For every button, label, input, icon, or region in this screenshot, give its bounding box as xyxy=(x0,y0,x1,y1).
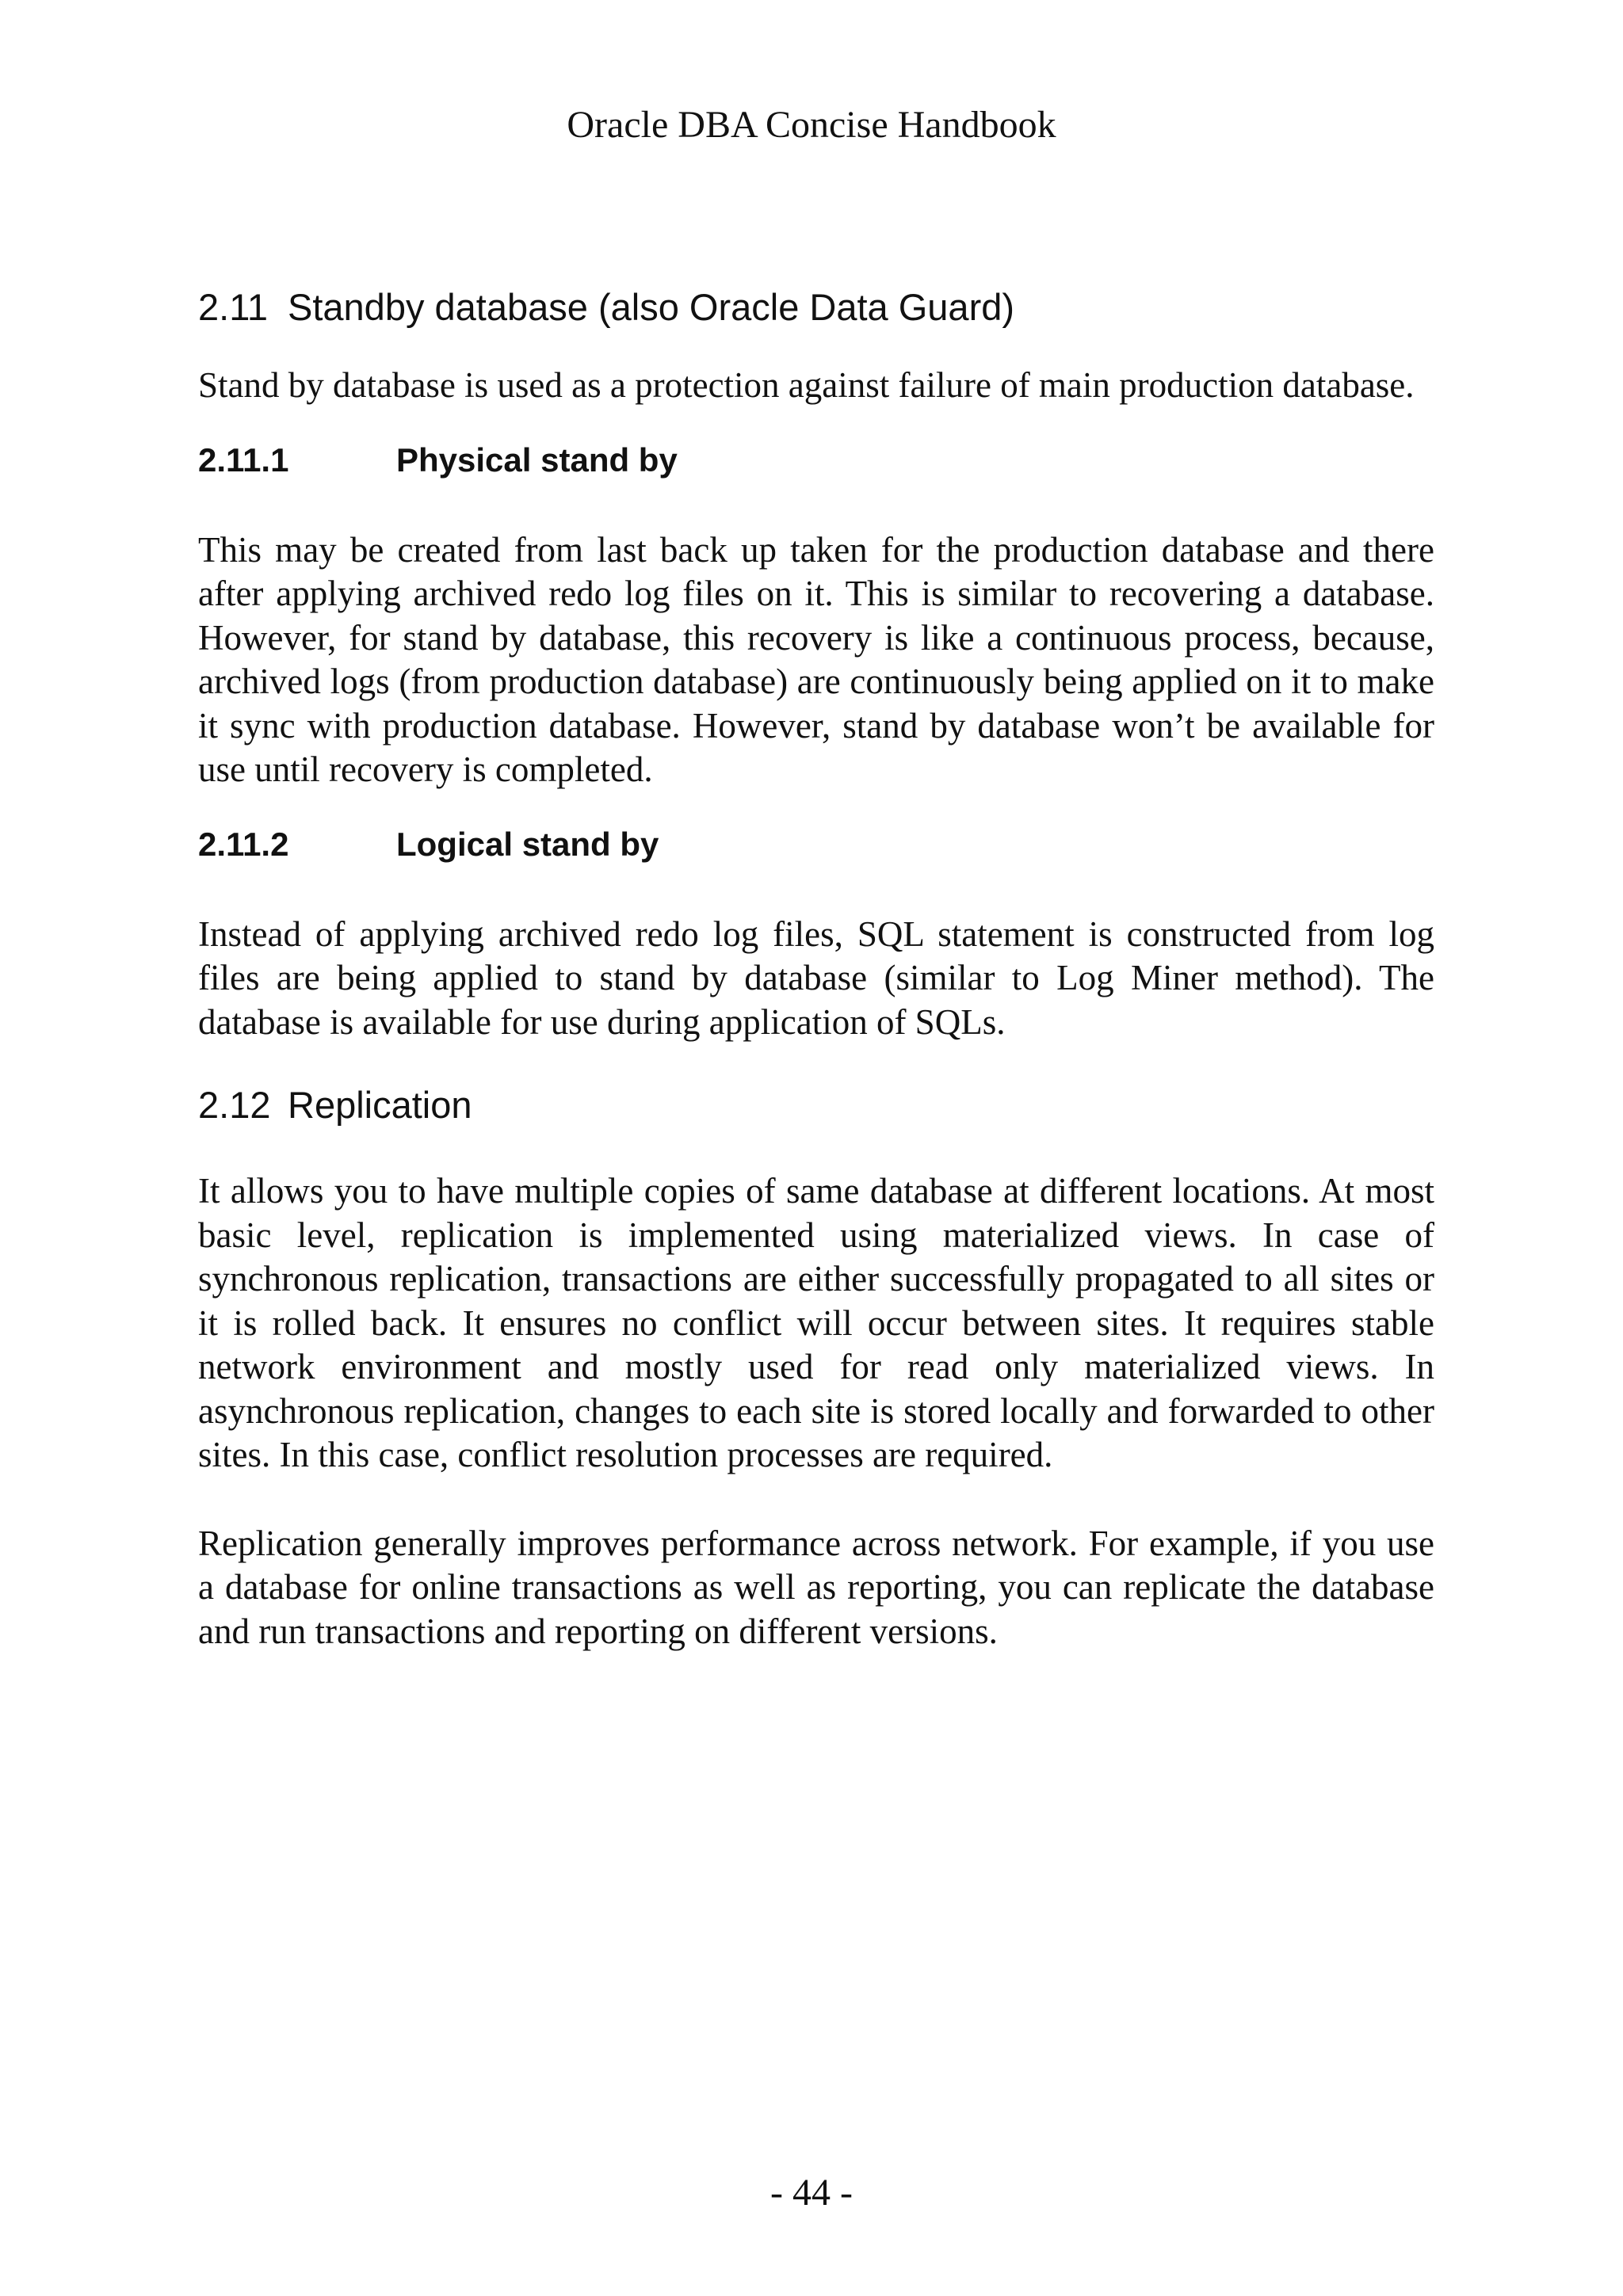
section-title: Replication xyxy=(288,1084,472,1126)
subsection-number: 2.11.1 xyxy=(198,441,289,479)
section-title: Standby database (also Oracle Data Guard) xyxy=(288,286,1015,328)
physical-standby-paragraph: This may be created from last back up taken for the production database and there after applying archived redo log files on it. This is similar to recovering a database. However, for stand by database, this recovery is like a continuous process, because, archived logs (from production database) are continuously being applied on it to make it sync with production database. However, stand by database won’t be available for use until recovery is completed. xyxy=(198,529,1434,789)
section-heading-2-12 xyxy=(198,1079,1434,1131)
standby-intro-paragraph: Stand by database is used as a protection against failure of main production database. xyxy=(198,365,1415,405)
section-number: 2.12 xyxy=(198,1084,271,1126)
section-heading-2-11 xyxy=(198,281,1434,334)
logical-standby-paragraph: Instead of applying archived redo log files, SQL statement is constructed from log files are being applied to stand by database (similar to Log Miner method). The database is available for use during application of SQLs. xyxy=(198,913,1434,1042)
subsection-heading-2-11-2 xyxy=(198,821,1434,868)
replication-paragraph-2: Replication generally improves performance across network. For example, if you use a database for online transactions as well as reporting, you can replicate the database and run transactions and reporting on different versions. xyxy=(198,1523,1434,1651)
subsection-title: Physical stand by xyxy=(396,441,678,479)
running-header: Oracle DBA Concise Handbook xyxy=(567,104,1056,146)
page-number: - 44 - xyxy=(770,2172,853,2214)
section-number: 2.11 xyxy=(198,286,268,328)
page-content xyxy=(198,281,1434,1653)
replication-paragraph-1: It allows you to have multiple copies of same database at different locations. At most basic level, replication is implemented using materialized views. In case of synchronous replication, transactions are either successfully propagated to all sites or it is rolled back. It ensures no conflict will occur between sites. It requires stable network environment and mostly used for read only materialized views. In asynchronous replication, changes to each site is stored locally and forwarded to other sites. In this case, conflict resolution processes are required. xyxy=(198,1171,1434,1474)
subsection-number: 2.11.2 xyxy=(198,825,289,863)
subsection-title: Logical stand by xyxy=(396,825,659,863)
subsection-heading-2-11-1 xyxy=(198,437,1434,484)
